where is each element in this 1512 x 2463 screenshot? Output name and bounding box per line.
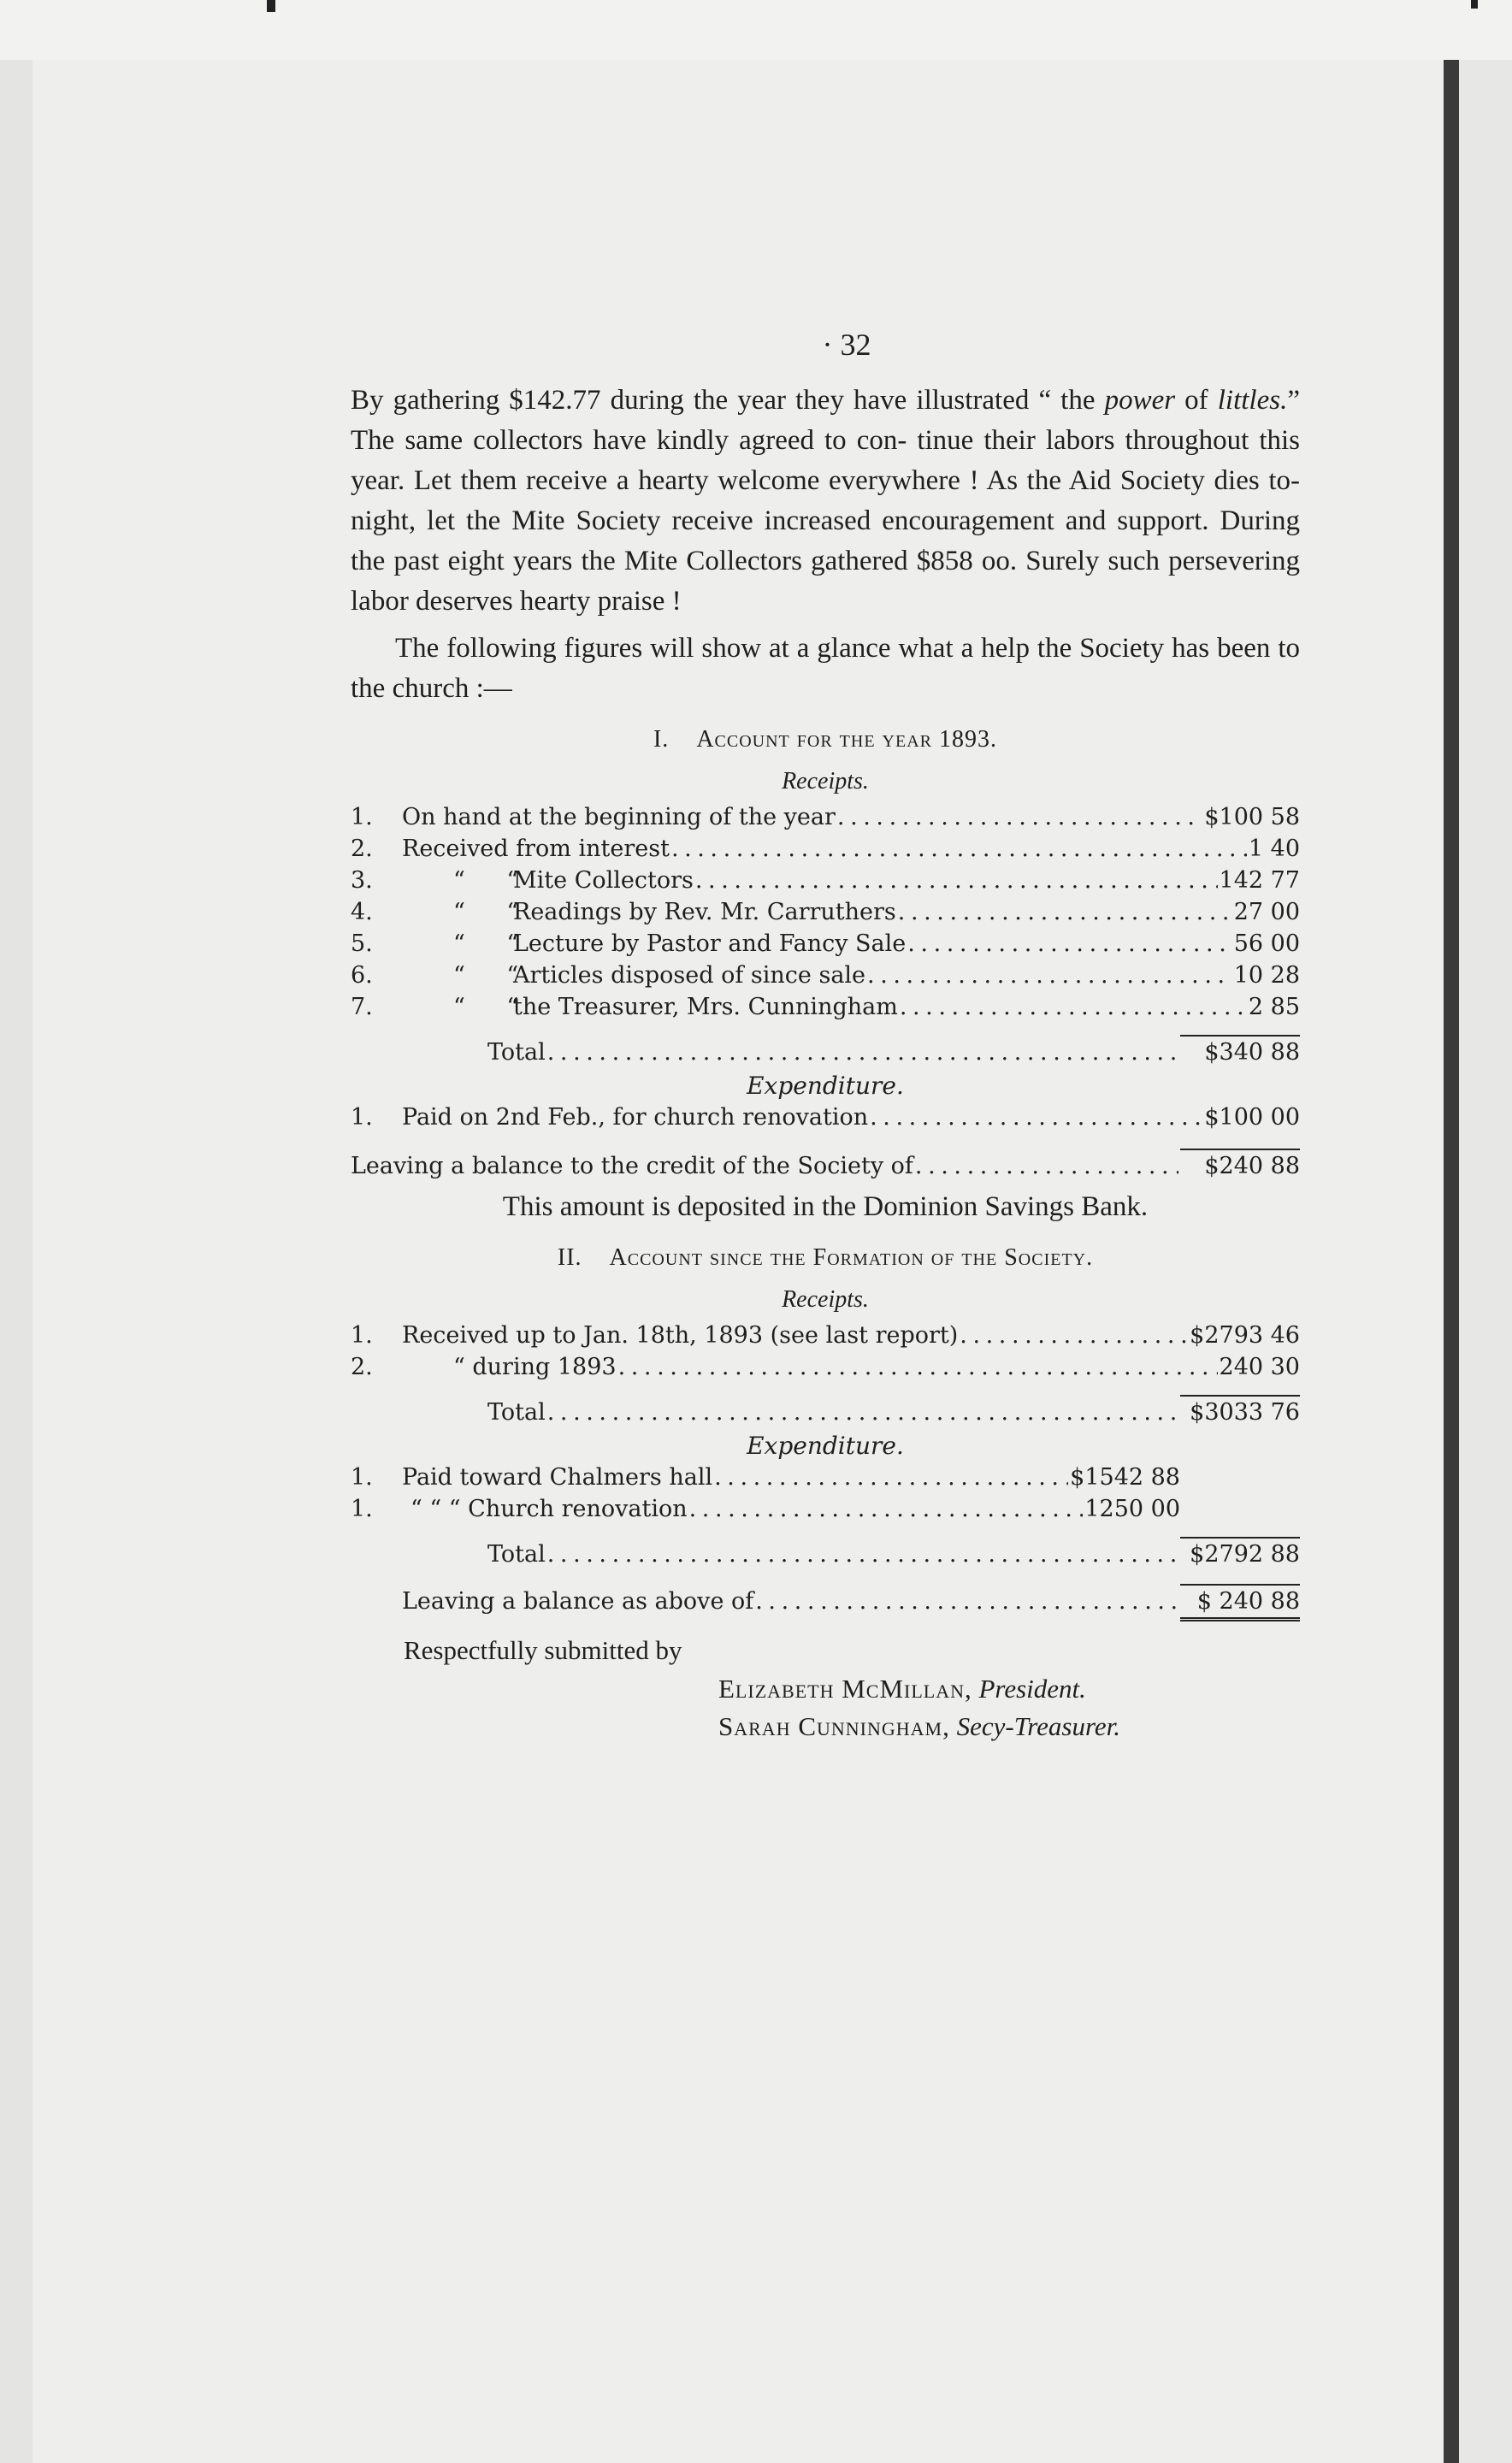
row-amount: 10 28 — [1233, 962, 1300, 989]
row-number: 1. — [351, 1464, 373, 1491]
row-number: 2. — [351, 836, 373, 862]
dot-leader — [915, 1150, 1178, 1182]
row-label: Paid toward Chalmers hall — [402, 1464, 713, 1491]
receipt-row — [351, 960, 1300, 991]
dot-leader — [960, 1320, 1188, 1351]
balance-label: Leaving a balance to the credit of the Society of — [351, 1153, 913, 1179]
facing-page-edge — [1444, 60, 1512, 2463]
receipt-row — [351, 896, 1300, 928]
receipt-row — [351, 1320, 1300, 1351]
row-amount: 27 00 — [1233, 899, 1300, 925]
account1-receipts-label: Receipts. — [782, 768, 869, 794]
submitted-by: Respectfully submitted by — [404, 1635, 682, 1665]
account1-heading-num: I. — [653, 726, 670, 753]
signer-2 — [718, 1708, 1300, 1745]
receipt-row — [351, 833, 1300, 865]
dot-leader — [695, 865, 1218, 896]
dot-leader — [714, 1462, 1068, 1493]
balance-amount: $240 88 — [1180, 1149, 1300, 1182]
expenditure-row — [351, 1493, 1180, 1525]
balance-label: Leaving a balance as above of — [402, 1588, 754, 1615]
intro-paragraph — [351, 381, 1300, 622]
dot-leader — [898, 896, 1232, 928]
page-content — [351, 325, 1300, 1745]
total-amount: $3033 76 — [1180, 1395, 1300, 1428]
ditto-marks: “ “ — [453, 867, 536, 894]
account1-heading — [351, 719, 1300, 759]
account2-heading-num: II. — [557, 1244, 582, 1271]
receipt-row — [351, 801, 1300, 833]
row-number: 6. — [351, 962, 373, 989]
ditto-marks: “ “ — [453, 994, 536, 1020]
scan-left-edge — [0, 60, 32, 2463]
account1-balance-row — [351, 1149, 1300, 1182]
row-label: Articles disposed of since sale — [513, 962, 866, 989]
dot-leader — [867, 960, 1232, 991]
row-label: Readings by Rev. Mr. Carruthers — [513, 899, 896, 925]
ditto-marks: “ “ — [453, 899, 536, 925]
dot-leader — [837, 801, 1202, 833]
ditto-marks: “ “ — [453, 930, 536, 957]
signer-1 — [718, 1670, 1300, 1708]
row-amount: 2 85 — [1248, 994, 1300, 1020]
account1-heading-text: Account for the year 1893. — [696, 726, 997, 753]
row-label: “ “ “ Church renovation — [410, 1496, 688, 1522]
row-number: 5. — [351, 930, 373, 957]
row-label: Lecture by Pastor and Fancy Sale — [513, 930, 907, 957]
expenditure-row — [351, 1462, 1180, 1493]
dot-leader — [755, 1586, 1178, 1617]
row-label: Received from interest — [402, 836, 670, 862]
account2-heading-text: Account since the Formation of the Society. — [609, 1244, 1094, 1271]
balance-amount: $ 240 88 — [1180, 1584, 1300, 1621]
expenditure-row — [351, 1102, 1300, 1133]
account1-expenditure-label: Expenditure. — [747, 1072, 904, 1100]
dot-leader — [547, 1397, 1178, 1428]
row-number: 4. — [351, 899, 373, 925]
row-label: the Treasurer, Mrs. Cunningham — [513, 994, 898, 1020]
row-amount: 240 30 — [1219, 1354, 1300, 1380]
account1-total-row — [351, 1035, 1300, 1068]
row-amount: 56 00 — [1233, 930, 1300, 957]
para1-line1: By gathering $142.77 during the year they have illustrated “ the — [351, 385, 1096, 416]
dot-leader — [870, 1102, 1202, 1133]
dot-leader — [900, 991, 1247, 1023]
row-amount: $2793 46 — [1190, 1322, 1300, 1349]
para1-line2-rest: ” The same collectors have kindly agreed to con- — [351, 385, 1300, 456]
row-amount: 142 77 — [1219, 867, 1300, 894]
dot-leader — [671, 833, 1247, 865]
figures-paragraph: The following figures will show at a glance what a help the Society has been to the church :— — [351, 633, 1300, 704]
row-label: On hand at the beginning of the year — [402, 804, 836, 830]
row-label: Paid on 2nd Feb., for church renovation — [402, 1104, 869, 1131]
account1-receipts — [351, 801, 1300, 1182]
account2-receipts — [351, 1320, 1300, 1621]
row-number: 1. — [351, 804, 373, 830]
signature-block — [351, 1670, 1300, 1745]
row-label: Mite Collectors — [513, 867, 694, 894]
row-number: 7. — [351, 994, 373, 1020]
row-amount: $100 58 — [1204, 804, 1300, 830]
para1-emph-littles: littles. — [1217, 385, 1288, 416]
receipt-row — [351, 1351, 1300, 1383]
row-number: 1. — [351, 1104, 373, 1131]
receipt-row — [351, 928, 1300, 960]
para1-emph-power: power — [1104, 385, 1176, 416]
dot-leader — [618, 1351, 1218, 1383]
account2-heading — [351, 1237, 1300, 1278]
signer-2-name: Sarah Cunningham, — [718, 1711, 950, 1741]
scan-speck — [267, 0, 275, 12]
account2-total-row — [351, 1395, 1300, 1428]
dot-leader — [907, 928, 1231, 960]
total-amount: $340 88 — [1180, 1035, 1300, 1068]
row-label: Received up to Jan. 18th, 1893 (see last report) — [402, 1322, 959, 1349]
total-amount: $2792 88 — [1180, 1537, 1300, 1570]
account2-balance-row — [351, 1584, 1300, 1621]
row-amount: $100 00 — [1204, 1104, 1300, 1131]
row-amount: $1542 88 — [1070, 1464, 1180, 1491]
para1-rest: tinue their labors throughout this year. Let them receive a hearty welcome everywhere ! As the Aid Society dies to-night, let the Mite Society receive increased encouragement and support. During the past eight years the Mite Collectors gathered $858 oo. Surely such persevering labor deserves hearty praise ! — [351, 425, 1300, 617]
account2-expenditure-label: Expenditure. — [747, 1432, 904, 1460]
signer-1-name: Elizabeth McMillan, — [718, 1674, 972, 1704]
row-number: 1. — [351, 1496, 373, 1522]
deposit-note: This amount is deposited in the Dominion Savings Bank. — [502, 1191, 1149, 1222]
receipt-row — [351, 865, 1300, 896]
row-number: 3. — [351, 867, 373, 894]
row-amount: 1250 00 — [1084, 1496, 1180, 1522]
scan-speck — [1471, 0, 1478, 9]
para1-of: of — [1175, 385, 1218, 416]
row-label: “ during 1893 — [453, 1354, 617, 1380]
total-label: Total — [487, 1399, 546, 1426]
total-label: Total — [487, 1541, 546, 1568]
dot-leader — [547, 1037, 1178, 1068]
account2-receipts-label: Receipts. — [782, 1286, 869, 1313]
total-label: Total — [487, 1039, 546, 1066]
row-amount: 1 40 — [1248, 836, 1300, 862]
row-number: 1. — [351, 1322, 373, 1349]
signer-2-role: Secy-Treasurer. — [956, 1711, 1121, 1741]
dot-leader — [547, 1539, 1178, 1570]
scan-top-border — [0, 0, 1512, 60]
ditto-marks: “ “ — [453, 962, 536, 989]
row-number: 2. — [351, 1354, 373, 1380]
account2-exp-total-row — [351, 1537, 1300, 1570]
signer-1-role: President. — [978, 1674, 1086, 1704]
page-number: · 32 — [822, 328, 871, 362]
receipt-row — [351, 991, 1300, 1023]
dot-leader — [689, 1493, 1084, 1525]
